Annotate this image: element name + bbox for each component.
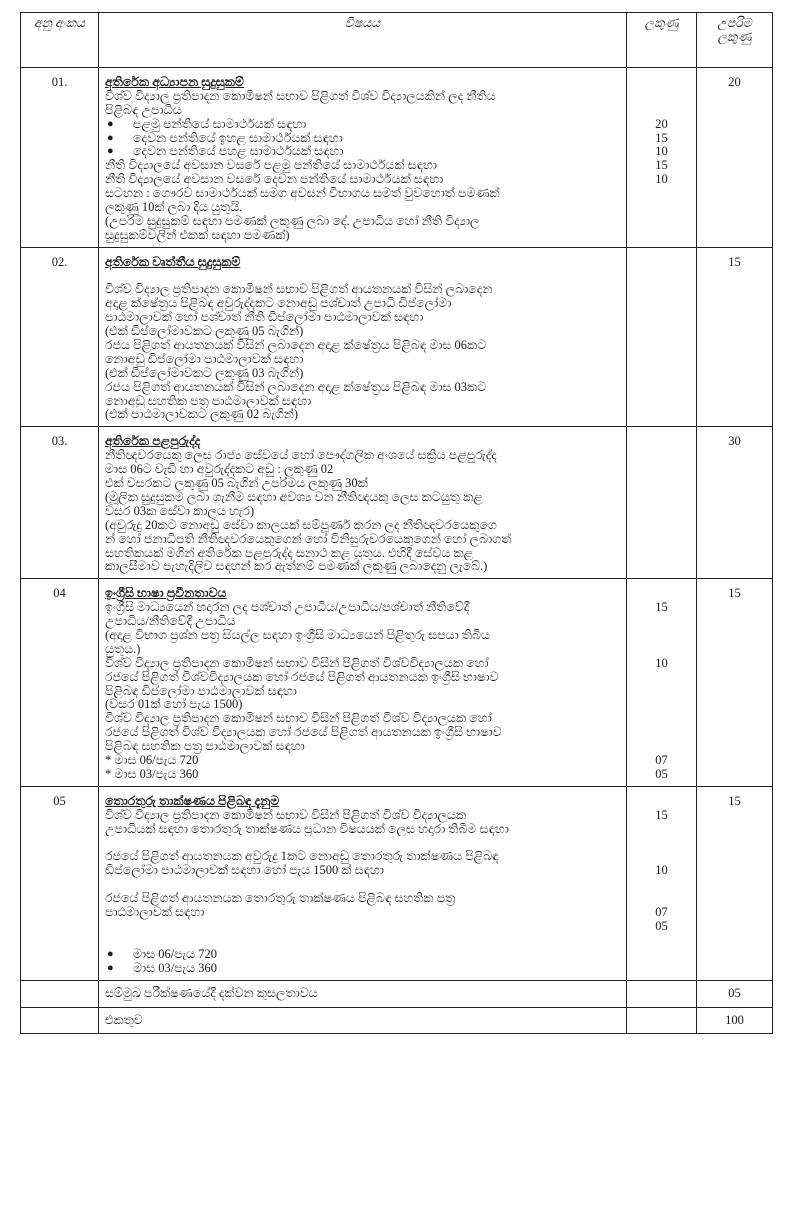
row-subject — [99, 247, 627, 427]
marks-value — [628, 726, 695, 740]
footer-label: සම්මුඛ පරීක්ෂණයේදී දක්වන කුසලතාවය — [99, 980, 627, 1007]
marks-value — [628, 463, 695, 477]
row-number: 05 — [21, 786, 99, 980]
text-line: නීතිඥවරයෙකු ලෙස රාජ්‍ය සේවයේ හෝ පෞද්ගලික අංශයේ සක්‍රිය පළපුරුද්ද — [105, 449, 497, 463]
marks-value: 05 — [655, 767, 668, 781]
marks-spacer — [628, 587, 695, 601]
marks-spacer — [628, 76, 695, 90]
row-max-marks: 15 — [697, 247, 773, 427]
row-number: 04 — [21, 579, 99, 786]
text-line: (එක් ඩිප්ලෝමාවකට ලකුණු 03 බැගින්) — [105, 366, 304, 380]
text-line — [105, 270, 620, 284]
footer-empty-cell — [21, 980, 99, 1007]
marks-value — [628, 560, 695, 574]
text-line: (එක් පාඨමාලාවකට ලකුණු 02 බැගින්) — [105, 408, 299, 422]
col-header-subject: විෂයය — [99, 13, 627, 68]
text-line: කාලසීමාව පැහැදිලිව සඳහන් කර ඇත්නම් පමණක් ලකුණු ලබාදෙනු ලැබේ.) — [105, 560, 488, 574]
bullet-line: ● දෙවන පන්තියේ පහළ සාමාර්ථයක් සඳහා — [105, 145, 620, 159]
marks-value — [628, 892, 695, 906]
footer-label: එකතුව — [99, 1007, 627, 1034]
marks-value — [628, 615, 695, 629]
section-heading: තොරතුරු තාක්ෂණය පිළිබඳ දැනුම — [105, 794, 280, 808]
marks-value — [628, 201, 695, 215]
marks-spacer — [628, 795, 695, 809]
text-line: මාස 06ට වැඩි හා අවුරුද්දකට අඩු : ලකුණු 02 — [105, 463, 334, 477]
marks-value — [628, 311, 695, 325]
footer-empty-cell — [21, 1007, 99, 1034]
text-line: සහතිකයක් මගින් අතිරේක පළපුරුද්ද සනාථ කළ යුතුය. එහිදී සේවය කළ — [105, 546, 474, 560]
text-line — [105, 920, 620, 934]
marks-value — [628, 477, 695, 491]
text-line: පිළිබඳ ඩිප්ලෝමා පාඨමාලාවක් සඳහා — [105, 684, 297, 698]
footer-empty-cell — [627, 980, 697, 1007]
marks-value — [628, 283, 695, 297]
marks-value — [628, 381, 695, 395]
col-header-marks: ලකුණු — [627, 13, 697, 68]
text-line: උපාධිය/නීතිවේදී උපාධිය — [105, 615, 236, 629]
marks-value — [628, 505, 695, 519]
text-line: නොඅඩු සහතික පත්‍ර පාඨමාලාවක් සඳහා — [105, 394, 312, 408]
marks-spacer — [628, 435, 695, 449]
marks-value: 07 — [655, 906, 668, 920]
text-line — [105, 934, 620, 948]
text-line: විශ්ව විද්‍යාල ප්‍රතිපාදන කොමිෂන් සභාව විසින් පිළිගත් විශ්ව විද්‍යාලයක හෝ — [105, 712, 492, 726]
marks-value: 10 — [655, 145, 668, 159]
text-line: (උපරිම සුදුසුකම් සඳහා පමණක් ලකුණු ලබා දේ. උපාධිය හෝ නීති විද්‍යාල — [105, 214, 480, 228]
col-header-no: අනු අංකය — [21, 13, 99, 68]
marks-value: 10 — [655, 656, 668, 670]
text-line: * මාස 06/පැය 720 — [105, 753, 199, 767]
marks-value — [628, 671, 695, 685]
text-line: අදාළ ක්ෂේත්‍රය පිළිබඳ අවුරුද්දකට නොඅඩු පශ්චාත් උපාධි ඩිප්ලෝමා — [105, 297, 452, 311]
text-line: වසර 03ක සේවා කාලය හැර) — [105, 504, 255, 518]
row-number: 01. — [21, 68, 99, 248]
marks-value — [628, 740, 695, 754]
col-header-max-marks: උපරිම ලකුණු — [697, 13, 773, 68]
row-max-marks: 15 — [697, 579, 773, 786]
section-heading: අතිරේක වෘත්තීය සුදුසුකම් — [105, 255, 241, 269]
marks-value — [628, 339, 695, 353]
row-marks — [627, 427, 697, 579]
text-line: (අදාළ විභාග ප්‍රශ්න පත්‍ර සියල්ල සඳහා ඉංග්‍රීසි මාධ්‍යයෙන් පිළිතුරු සපයා තිබිය — [105, 628, 490, 642]
text-line — [105, 878, 620, 892]
footer-max: 05 — [697, 980, 773, 1007]
bullet-line: ● මාස 03/පැය 360 — [105, 962, 620, 976]
text-line: රජයේ පිළිගත් ආයතනයක අවුරුදු 1කට නොඅඩු තොරතුරු තාක්ෂණය පිළිබඳ — [105, 850, 499, 864]
text-line: නීති විද්‍යාලයේ අවසාන වසරේ දෙවන පන්තියේ සාමාර්ථයක් සඳහා — [105, 173, 444, 187]
text-line: විශ්ව විද්‍යාල ප්‍රතිපාදන කොමිෂන් සභාව පිළිගත් ආයතනයක් විසින් ලබාදෙන — [105, 283, 493, 297]
marks-value — [628, 408, 695, 422]
marks-value — [628, 104, 695, 118]
row-max-marks: 30 — [697, 427, 773, 579]
marks-value — [628, 934, 695, 948]
bullet-line: ● මාස 06/පැය 720 — [105, 948, 620, 962]
marks-value — [628, 187, 695, 201]
text-line: (වසර 01ක් හෝ පැය 1500) — [105, 698, 243, 712]
table-row — [21, 247, 773, 427]
bullet-line: ● දෙවන පන්තියේ ඉහළ සාමාර්ථයක් සඳහා — [105, 132, 620, 146]
text-line: පිළිබඳ සහතික පත්‍ර පාඨමාලාවක් සඳහා — [105, 740, 305, 754]
text-line: ලකුණු 10ක් ලබා දිය යුතුයි. — [105, 201, 243, 215]
marks-value — [628, 962, 695, 976]
marks-value: 20 — [655, 117, 668, 131]
marks-value — [628, 823, 695, 837]
marks-value: 15 — [655, 808, 668, 822]
section-heading: අතිරේක පළපුරුද්ද — [105, 435, 201, 449]
marks-value — [628, 948, 695, 962]
marks-value — [628, 229, 695, 243]
marks-value: 15 — [655, 159, 668, 173]
text-line: නීති විද්‍යාලයේ අවසාන වසරේ පළමු පන්තියේ සාමාර්ථයක් සඳහා — [105, 159, 437, 173]
marks-value — [628, 547, 695, 561]
marks-value: 15 — [655, 601, 668, 615]
marks-value — [628, 449, 695, 463]
table-header-row — [21, 13, 773, 68]
marks-value — [628, 395, 695, 409]
text-line: උපාධියක් සඳහා තොරතුරු තාක්ෂණය ප්‍රධාන විෂයයක් ලෙස හදාරා තිබීම සඳහා — [105, 822, 509, 836]
marks-spacer — [628, 256, 695, 270]
marking-scheme-table — [20, 12, 773, 1034]
marks-value — [628, 836, 695, 850]
footer-empty-cell — [627, 1007, 697, 1034]
row-max-marks: 15 — [697, 786, 773, 980]
table-row — [21, 786, 773, 980]
text-line: පිළිබඳ උපාධිය — [105, 103, 182, 117]
row-subject — [99, 786, 627, 980]
marks-value — [628, 850, 695, 864]
marks-value — [628, 629, 695, 643]
text-line: (මූලික සුදුසුකම ලබා ගැනීම සඳහා අවශ්‍ය වන නීතිඥයකු ලෙස කටයුතු කළ — [105, 490, 483, 504]
row-max-marks: 20 — [697, 68, 773, 248]
row-number: 02. — [21, 247, 99, 427]
marks-value — [628, 698, 695, 712]
footer-row — [21, 1007, 773, 1034]
row-subject — [99, 68, 627, 248]
section-heading: ඉංග්‍රීසි භාෂා ප්‍රවීනතාවය — [105, 587, 227, 601]
row-subject — [99, 427, 627, 579]
row-number: 03. — [21, 427, 99, 579]
marks-value: 05 — [655, 919, 668, 933]
text-line: රජයේ පිළිගත් විශ්වවිද්‍යාලයක හෝ රජයේ පිළිගත් ආයතනයක ඉංග්‍රීසි භාෂාව — [105, 670, 499, 684]
text-line: ඉංග්‍රීසි මාධ්‍යයෙන් හදාරන ලද පශ්චාත් උපාධිය/උපාධිය/පශ්චාත් නීතිවේදී — [105, 601, 470, 615]
text-line: විශ්ව විද්‍යාල ප්‍රතිපාදන කොමිෂන් සභාව විසින් පිළිගත් විශ්ව විද්‍යාලයක — [105, 808, 467, 822]
text-line: රජයේ පිළිගත් ආයතනයක තොරතුරු තාක්ෂණය පිළිබඳ සහතික පත්‍ර — [105, 892, 456, 906]
text-line: රජය පිළිගත් ආයතනයක් විසින් ලබාදෙන අදාළ ක්ෂේත්‍රය පිළිබඳ මාස 03කට — [105, 380, 487, 394]
row-marks — [627, 247, 697, 427]
text-line: ඩිප්ලෝමා පාඨමාලාවක් සඳහා හෝ පැය 1500 ක් සඳහා — [105, 864, 384, 878]
marks-value — [628, 685, 695, 699]
text-line — [105, 836, 620, 850]
row-marks — [627, 68, 697, 248]
bullet-line: ● පළමු පන්තියේ සාමාර්ථයක් සඳහා — [105, 118, 620, 132]
text-line: න් හෝ ජනාධිපති නීතිඥවරයෙකුගෙන් හෝ විනිසුරුවරයෙකුගෙන් හෝ ලබාගත් — [105, 532, 512, 546]
section-heading: අතිරේක අධ්‍යාපන සුදුසුකම් — [105, 76, 244, 89]
text-line: රජය පිළිගත් ආයතනයක් විසින් ලබාදෙන අදාළ ක්ෂේත්‍රය පිළිබඳ මාස 06කට — [105, 339, 487, 353]
text-line: පාඨමාලාවක් හෝ පශ්චාත් නීති ඩිප්ලෝමා පාඨමාලාවක් සඳහා — [105, 311, 424, 325]
footer-row — [21, 980, 773, 1007]
text-line: විශ්ව විද්‍යාල ප්‍රතිපාදන කොමිෂන් සභාව පිළිගත් විශ්ව විද්‍යාලයකින් ලද නීතිය — [105, 89, 496, 103]
row-subject — [99, 579, 627, 786]
footer-max: 100 — [697, 1007, 773, 1034]
marks-value — [628, 270, 695, 284]
text-line: සුදුසුකම්වලින් එකක් සඳහා පමණක්) — [105, 228, 290, 242]
marks-value — [628, 491, 695, 505]
marks-value — [628, 878, 695, 892]
text-line: (අවුරුදු 20කට නොඅඩු සේවා කාලයක් සම්පූර්ණ කරන ලද නීතිඥවරයෙකුගෙ — [105, 518, 497, 532]
text-line: (එක් ඩිප්ලෝමාවකට ලකුණු 05 බැගින්) — [105, 325, 304, 339]
marks-value: 15 — [655, 131, 668, 145]
marks-value — [628, 643, 695, 657]
row-marks — [627, 786, 697, 980]
marks-value — [628, 353, 695, 367]
table-row — [21, 579, 773, 786]
table-row — [21, 68, 773, 248]
marks-value — [628, 712, 695, 726]
marks-value: 07 — [655, 753, 668, 767]
marks-value — [628, 533, 695, 547]
text-line: * මාස 03/පැය 360 — [105, 767, 199, 781]
text-line: යුතුය.) — [105, 642, 141, 656]
marks-value — [628, 215, 695, 229]
marks-value — [628, 90, 695, 104]
row-marks — [627, 579, 697, 786]
text-line: සටහන : ගෞරව සාමාර්ථයක් සමග අවසන් විභාගය සමත් වුවහොත් පමණක් — [105, 187, 500, 201]
table-row — [21, 427, 773, 579]
text-line: පාඨමාලාවක් සඳහා — [105, 906, 205, 920]
text-line: විශ්ව විද්‍යාල ප්‍රතිපාදන කොමිෂන් සභාව විසින් පිළිගත් විශ්වවිද්‍යාලයක හෝ — [105, 656, 489, 670]
marks-value — [628, 297, 695, 311]
marks-value — [628, 519, 695, 533]
text-line: එක් වසරකට ලකුණු 05 බැගින් උපරිමය ලකුණු 30ක් — [105, 477, 368, 491]
text-line: රජයේ පිළිගත් විශ්ව විද්‍යාලයක හෝ රජයේ පිළිගත් ආයතනයක ඉංග්‍රීසි භාෂාව — [105, 726, 502, 740]
marks-value — [628, 367, 695, 381]
marks-value: 10 — [655, 864, 668, 878]
text-line: නොඅඩු ඩිප්ලෝමා පාඨමාලාවක් සඳහා — [105, 352, 304, 366]
marks-value — [628, 325, 695, 339]
marks-value: 10 — [655, 173, 668, 187]
